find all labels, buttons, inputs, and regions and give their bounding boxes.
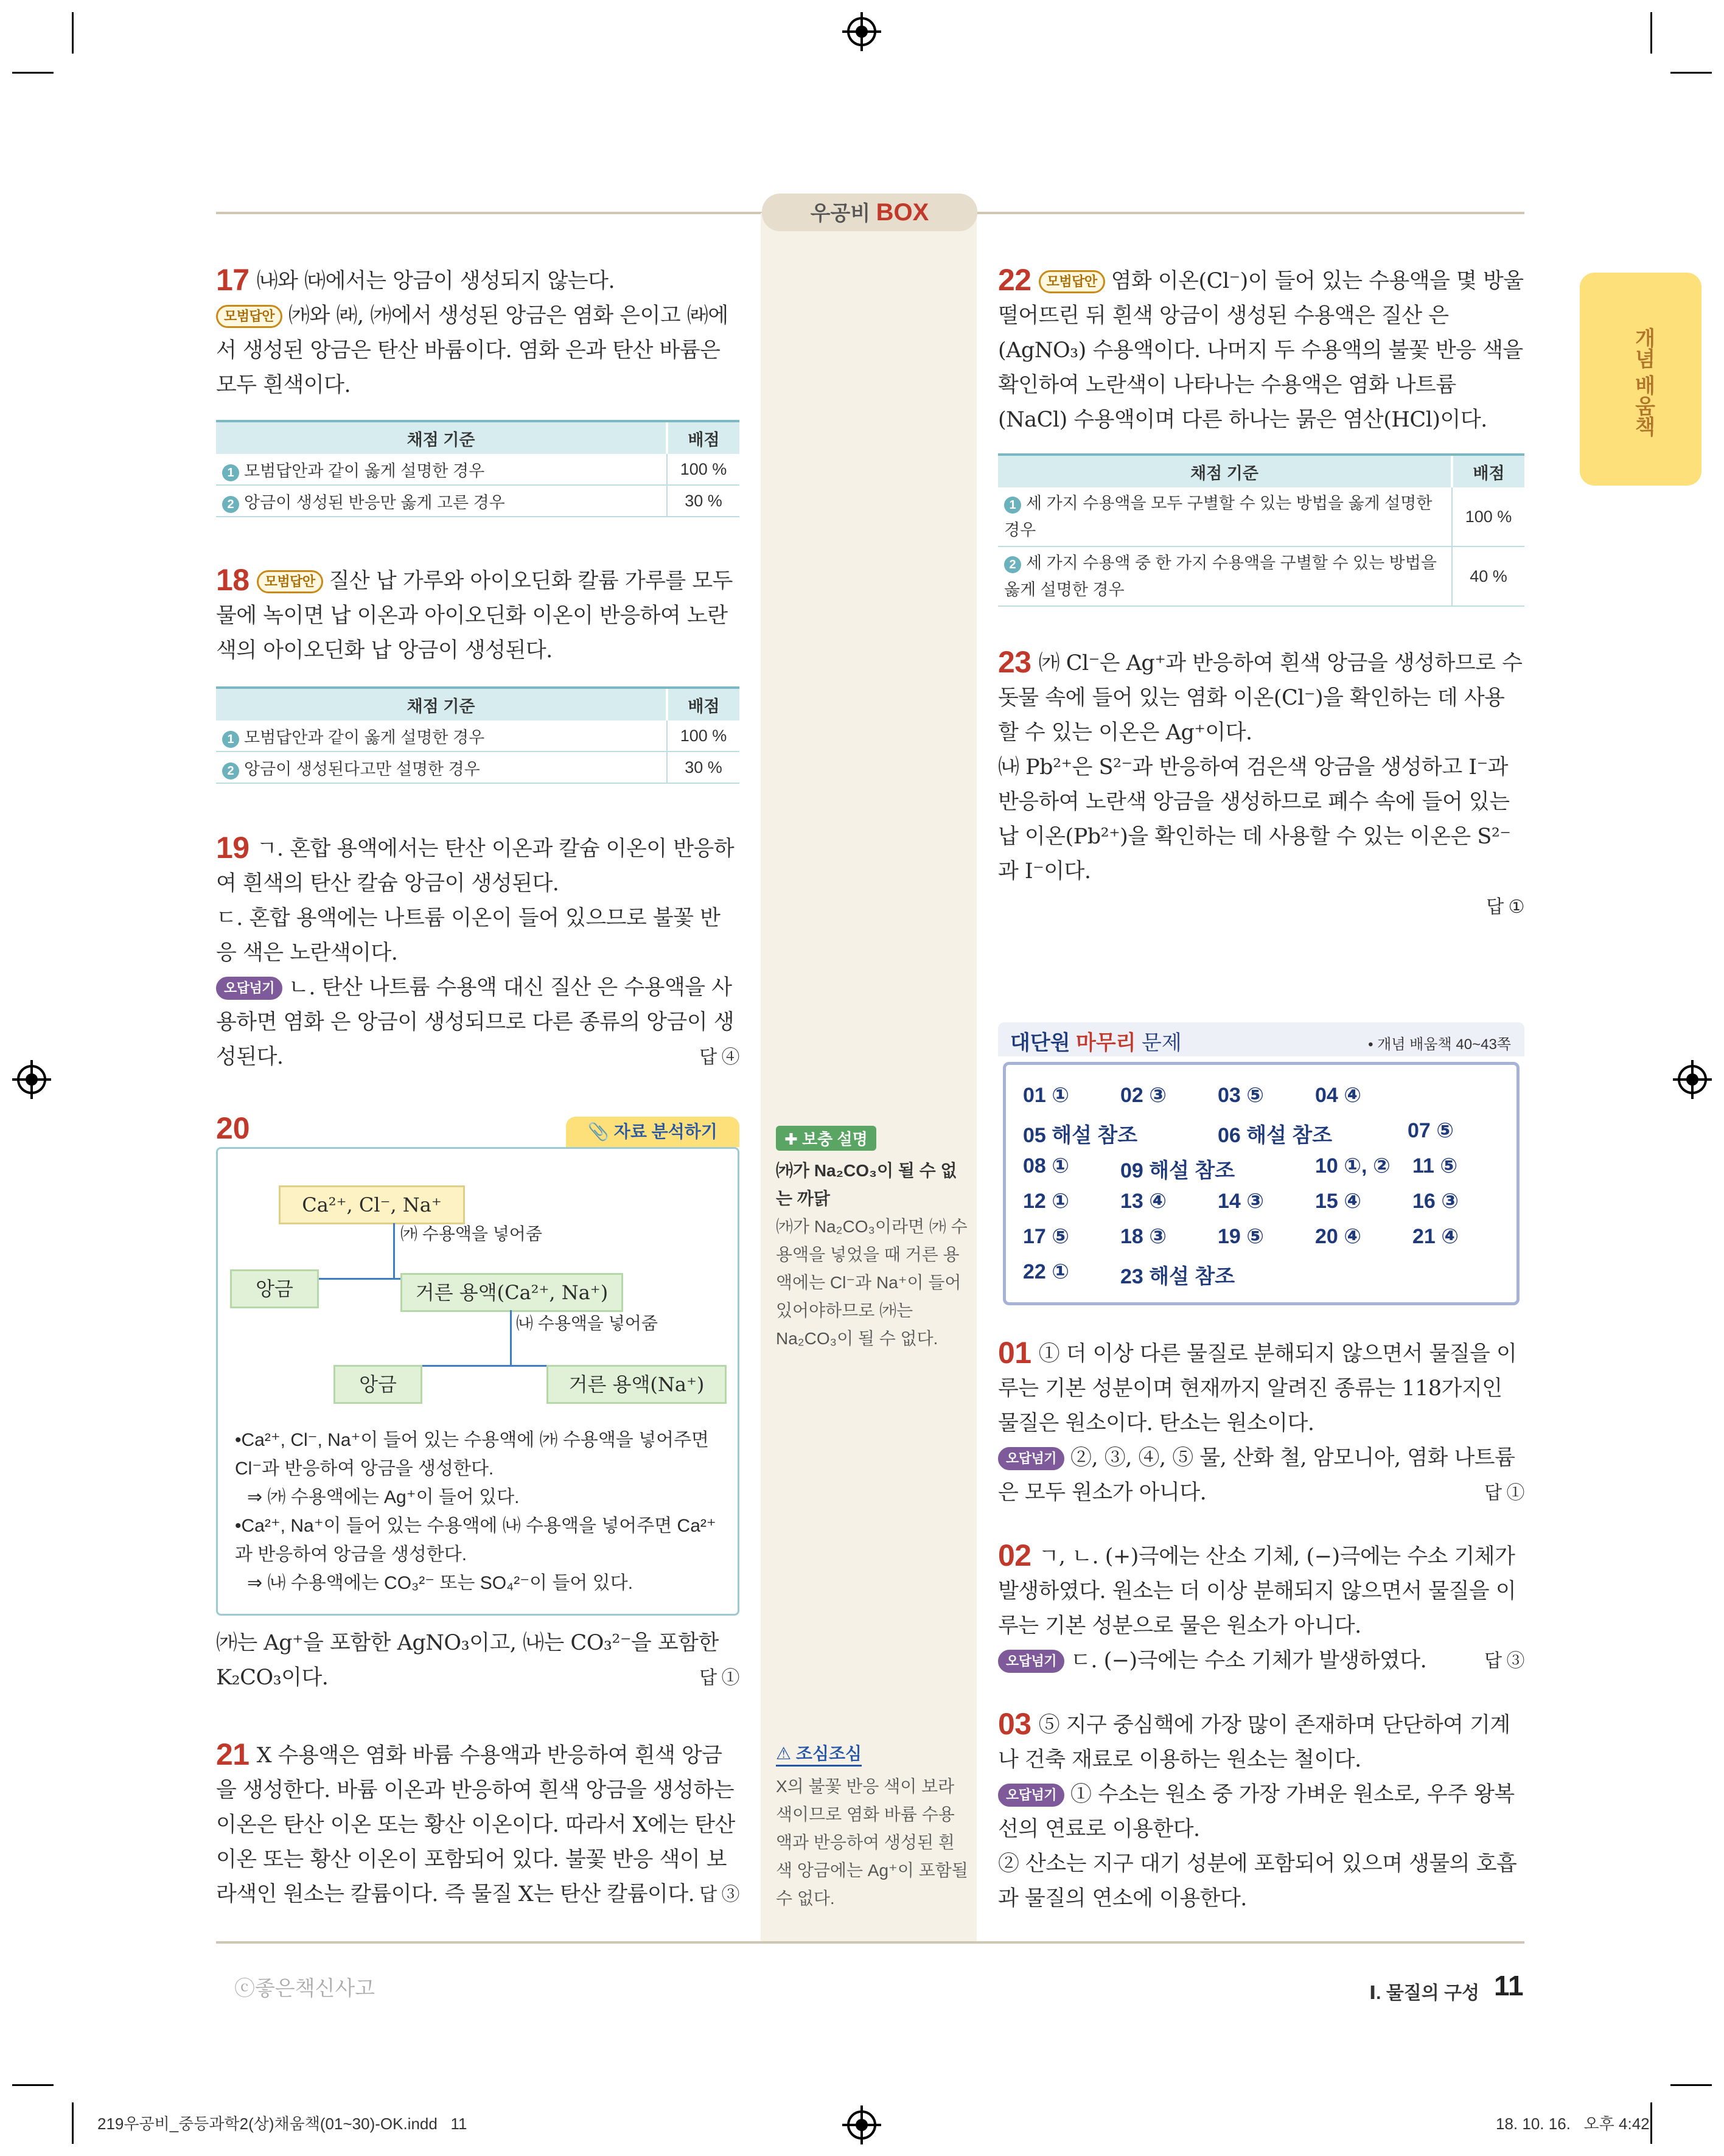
q17-line1: ㈏와 ㈐에서는 앙금이 생성되지 않는다. [256, 269, 615, 293]
file-slug: 219우공비_중등과학2(상)채움책(01~30)-OK.indd 11 [97, 2115, 467, 2133]
table-row: 1 모범답안과 같이 옳게 설명한 경우 [216, 720, 667, 752]
side-note-2 [776, 1740, 971, 1913]
r01-answer: 답 ① [1484, 1483, 1524, 1503]
side-note-1 [776, 1126, 971, 1353]
q23-text2: ㈏ Pb²⁺은 S²⁻과 반응하여 검은색 앙금을 생성하고 I⁻과 반응하여 노란색 앙금을 생성하므로 폐수 속에 들어 있는 납 이온(Pb²⁺)을 확인하는 데 사용할 수 있는 이온은 S²⁻과 I⁻이다. [998, 755, 1511, 884]
q18-th-criteria: 채점 기준 [216, 688, 667, 720]
print-date: 18. 10. 16. 오후 4:42 [1496, 2115, 1650, 2133]
table-row: 1 모범답안과 같이 옳게 설명한 경우 [216, 454, 667, 485]
r03-text2: ① 수소는 원소 중 가장 가벼운 원소로, 우주 왕복선의 연료로 이용한다. [998, 1782, 1515, 1841]
q17-criteria-table: 채점 기준 배점 1 모범답안과 같이 옳게 설명한 경우 100 % 2 앙금이 생성된 반응만 옳게 고른 경우 30 % [216, 420, 739, 517]
q20-conclusion-text: ㈎는 Ag⁺을 포함한 AgNO₃이고, ㈏는 CO₃²⁻을 포함한 K₂CO₃이다. [216, 1631, 719, 1690]
q20-bullet1-result: ⇒ ㈎ 수용액에는 Ag⁺이 들어 있다. [247, 1487, 520, 1507]
answer-item: 03 ⑤ [1218, 1084, 1265, 1107]
q22-text: 염화 이온(Cl⁻)이 들어 있는 수용액을 몇 방울 떨어뜨린 뒤 흰색 앙금이 생성된 수용액은 질산 은(AgNO₃) 수용액이다. 나머지 두 수용액의 불꽃 반응 색을 확인하여 노란색이 나타나는 수용액은 염화 나트륨(NaCl) 수용액이며 다른 하나는 묽은 염산(HCl)이다. [998, 269, 1524, 432]
q20-conclusion [216, 1626, 739, 1695]
q22-block [998, 263, 1524, 438]
answer-item: 21 ④ [1412, 1225, 1459, 1248]
answer-item: 05 해설 참조 [1023, 1124, 1138, 1147]
r01-number: 01 [998, 1336, 1031, 1370]
q23-number: 23 [998, 645, 1031, 679]
q23-answer: 답 ① [1486, 897, 1524, 917]
answer-item: 10 ①, ② [1315, 1154, 1391, 1177]
r01-text1: ① 더 이상 다른 물질로 분해되지 않으면서 물질을 이루는 기본 성분이며 현재까지 알려진 종류는 118가지인 물질은 원소이다. 탄소는 원소이다. [998, 1342, 1517, 1436]
q18-number: 18 [216, 563, 250, 597]
q19-badge: 오답넘기 [216, 977, 282, 1000]
q19-answer: 답 ④ [699, 1047, 739, 1067]
side-note-2-text: X의 불꽃 반응 색이 보라색이므로 염화 바륨 수용액과 반응하여 생성된 흰색 앙금에는 Ag⁺이 포함될 수 없다. [776, 1777, 968, 1908]
r03-block [998, 1707, 1524, 1916]
answer-item: 08 ① [1023, 1154, 1070, 1177]
diagram-step1-label: ㈎ 수용액을 넣어줌 [400, 1224, 542, 1243]
side-note-1-text: ㈎가 Na₂CO₃이라면 ㈎ 수용액을 넣었을 때 거른 용액에는 Cl⁻과 Na⁺이 들어 있어야하므로 ㈎는 Na₂CO₃이 될 수 없다. [776, 1217, 968, 1348]
registration-mark-left [17, 1065, 46, 1094]
q18-text: 질산 납 가루와 아이오딘화 칼륨 가루를 모두 물에 녹이면 납 이온과 아이오딘화 이온이 반응하여 노란색의 아이오딘화 납 앙금이 생성된다. [216, 569, 733, 663]
box-title-accent: BOX [876, 199, 929, 226]
q20-answer: 답 ① [699, 1668, 739, 1688]
q21-number: 21 [216, 1737, 250, 1771]
table-row: 1 세 가지 수용액을 모두 구별할 수 있는 방법을 옳게 설명한 경우 [998, 487, 1452, 546]
diagram-precip2: 앙금 [333, 1365, 422, 1404]
q19-text2: ㄷ. 혼합 용액에는 나트륨 이온이 들어 있으므로 불꽃 반응 색은 노란색이다. [216, 906, 721, 965]
q17-text: ㈎와 ㈑, ㈎에서 생성된 앙금은 염화 은이고 ㈑에서 생성된 앙금은 탄산 바륨이다. 염화 은과 탄산 바륨은 모두 흰색이다. [216, 304, 728, 397]
answer-item: 19 ⑤ [1218, 1225, 1265, 1248]
r02-text1: ㄱ, ㄴ. (+)극에는 산소 기체, (−)극에는 수소 기체가 발생하였다. 원소는 더 이상 분해되지 않으면서 물질을 이루는 기본 성분으로 물은 원소가 아니다. [998, 1544, 1516, 1638]
r02-text2: ㄷ. (−)극에는 수소 기체가 발생하였다. [1070, 1648, 1427, 1673]
answer-item: 09 해설 참조 [1120, 1159, 1235, 1182]
q20-analysis-tag [566, 1117, 739, 1147]
q21-text: X 수용액은 염화 바륨 수용액과 반응하여 흰색 앙금을 생성한다. 바륨 이온과 반응하여 흰색 앙금을 생성하는 이온은 탄산 이온 또는 황산 이온이다. 따라서 X에는 탄산 이온 또는 황산 이온이 포함되어 있다. 불꽃 반응 색이 보라색인 원소는 칼륨이다. 즉 물질 X는 탄산 칼륨이다. [216, 1743, 735, 1907]
diagram-top-ions: Ca²⁺, Cl⁻, Na⁺ [279, 1185, 465, 1224]
publisher-credit: ⓒ좋은책신사고 [234, 1977, 375, 2000]
registration-mark-top [847, 17, 876, 46]
r02-answer: 답 ③ [1484, 1651, 1524, 1671]
table-row: 2 앙금이 생성된다고만 설명한 경우 [216, 752, 667, 783]
answer-item: 17 ⑤ [1023, 1225, 1070, 1248]
q19-text3: ㄴ. 탄산 나트륨 수용액 대신 질산 은 수용액을 사용하면 염화 은 앙금이 생성되므로 다른 종류의 앙금이 생성된다. [216, 975, 735, 1069]
answer-item: 23 해설 참조 [1120, 1265, 1235, 1288]
q17-th-criteria: 채점 기준 [216, 421, 667, 454]
q22-criteria-table: 채점 기준 배점 1 세 가지 수용액을 모두 구별할 수 있는 방법을 옳게 설명한 경우 100 % 2 세 가지 수용액 중 한 가지 수용액을 구별할 수 있는 방법을 옳게 설명한 경우 40 % [998, 453, 1524, 607]
r02-badge: 오답넘기 [998, 1650, 1064, 1673]
r03-number: 03 [998, 1707, 1031, 1741]
diagram-filtrate2: 거른 용액(Na⁺) [546, 1365, 727, 1404]
q17-block [216, 263, 739, 403]
q20-bullets [235, 1426, 722, 1597]
answer-item: 18 ③ [1120, 1225, 1167, 1248]
diagram-precip1: 앙금 [230, 1269, 319, 1308]
q19-number: 19 [216, 831, 250, 865]
review-title-a: 대단원 [1010, 1031, 1076, 1055]
diagram-step2-label: ㈏ 수용액을 넣어줌 [516, 1314, 658, 1333]
answer-item: 01 ① [1023, 1084, 1070, 1107]
registration-mark-bottom [847, 2110, 876, 2140]
r03-text3: ② 산소는 지구 대기 성분에 포함되어 있으며 생물의 호흡과 물질의 연소에 이용한다. [998, 1852, 1517, 1911]
q18-criteria-table: 채점 기준 배점 1 모범답안과 같이 옳게 설명한 경우 100 % 2 앙금이 생성된다고만 설명한 경우 30 % [216, 686, 739, 784]
center-strip [761, 213, 977, 1941]
answer-item: 14 ③ [1218, 1190, 1265, 1213]
r01-badge: 오답넘기 [998, 1447, 1064, 1470]
q20-tag-label: 자료 분석하기 [613, 1122, 717, 1141]
q22-number: 22 [998, 263, 1031, 297]
q18-th-points: 배점 [667, 688, 739, 720]
q23-block [998, 645, 1524, 924]
q20-analysis-box [216, 1147, 739, 1616]
q19-text1: ㄱ. 혼합 용액에서는 탄산 이온과 칼슘 이온이 반응하여 흰색의 탄산 칼슘 앙금이 생성된다. [216, 837, 735, 896]
review-ref: • 개념 배움책 40~43쪽 [1368, 1036, 1511, 1053]
review-answer-grid [1003, 1062, 1520, 1305]
q20-number: 20 [216, 1111, 250, 1145]
side-note-1-tag: ✚ 보충 설명 [776, 1126, 876, 1151]
page-number: 11 [1494, 1970, 1524, 2001]
answer-item: 22 ① [1023, 1260, 1070, 1283]
r01-block [998, 1336, 1524, 1510]
q17-th-points: 배점 [667, 421, 739, 454]
answer-item: 13 ④ [1120, 1190, 1167, 1213]
answer-item: 02 ③ [1120, 1084, 1167, 1107]
answer-item: 15 ④ [1315, 1190, 1362, 1213]
side-note-1-title: ㈎가 Na₂CO₃이 될 수 없는 까닭 [776, 1161, 957, 1208]
answer-item: 12 ① [1023, 1190, 1070, 1213]
side-tab-label: 개념 배움책 [1632, 327, 1655, 437]
chapter-label: Ⅰ. 물질의 구성 [1369, 1983, 1480, 2003]
q21-answer: 답 ③ [699, 1885, 739, 1905]
q18-badge: 모범답안 [257, 570, 323, 593]
r03-text1: ⑤ 지구 중심핵에 가장 많이 존재하며 단단하여 기계나 건축 재료로 이용하는 원소는 철이다. [998, 1713, 1510, 1772]
q17-badge: 모범답안 [216, 305, 282, 328]
q20-bullet2-result: ⇒ ㈏ 수용액에는 CO₃²⁻ 또는 SO₄²⁻이 들어 있다. [247, 1573, 633, 1593]
r02-block [998, 1538, 1524, 1678]
answer-item: 06 해설 참조 [1218, 1124, 1333, 1147]
q21-block [216, 1737, 739, 1912]
q23-text1: ㈎ Cl⁻은 Ag⁺과 반응하여 흰색 앙금을 생성하므로 수돗물 속에 들어 있는 염화 이온(Cl⁻)을 확인하는 데 사용할 수 있는 이온은 Ag⁺이다. [998, 651, 1523, 745]
answer-item: 16 ③ [1412, 1190, 1459, 1213]
q22-th-points: 배점 [1452, 455, 1524, 487]
r03-badge: 오답넘기 [998, 1784, 1064, 1807]
q17-number: 17 [216, 263, 250, 297]
r01-text2: ②, ③, ④, ⑤ 물, 산화 철, 암모니아, 염화 나트륨은 모두 원소가 아니다. [998, 1446, 1515, 1505]
r02-number: 02 [998, 1538, 1031, 1572]
table-row: 2 앙금이 생성된 반응만 옳게 고른 경우 [216, 485, 667, 517]
clip-icon: 📎 [588, 1122, 614, 1141]
answer-item: 07 ⑤ [1408, 1119, 1454, 1142]
review-header [998, 1022, 1524, 1056]
q19-block [216, 831, 739, 1075]
table-row: 2 세 가지 수용액 중 한 가지 수용액을 구별할 수 있는 방법을 옳게 설명한 경우 [998, 546, 1452, 606]
q18-block [216, 563, 739, 668]
q22-th-criteria: 채점 기준 [998, 455, 1452, 487]
box-header [762, 194, 977, 231]
review-title-c: 문제 [1136, 1031, 1182, 1055]
side-tab [1580, 273, 1701, 486]
box-title: 우공비 [810, 202, 876, 225]
answer-item: 11 ⑤ [1412, 1154, 1458, 1177]
q22-badge: 모범답안 [1039, 270, 1105, 293]
side-note-2-tag: ⚠ 조심조심 [776, 1740, 862, 1767]
answer-item: 20 ④ [1315, 1225, 1362, 1248]
review-title-b: 마무리 [1075, 1031, 1136, 1055]
q20-bullet2: •Ca²⁺, Na⁺이 들어 있는 수용액에 ㈏ 수용액을 넣어주면 Ca²⁺과 반응하여 앙금을 생성한다. [235, 1516, 716, 1565]
diagram-filtrate1: 거른 용액(Ca²⁺, Na⁺) [400, 1273, 623, 1312]
answer-item: 04 ④ [1315, 1084, 1362, 1107]
q20-bullet1: •Ca²⁺, Cl⁻, Na⁺이 들어 있는 수용액에 ㈎ 수용액을 넣어주면 Cl⁻과 반응하여 앙금을 생성한다. [235, 1430, 710, 1479]
registration-mark-right [1678, 1065, 1707, 1094]
